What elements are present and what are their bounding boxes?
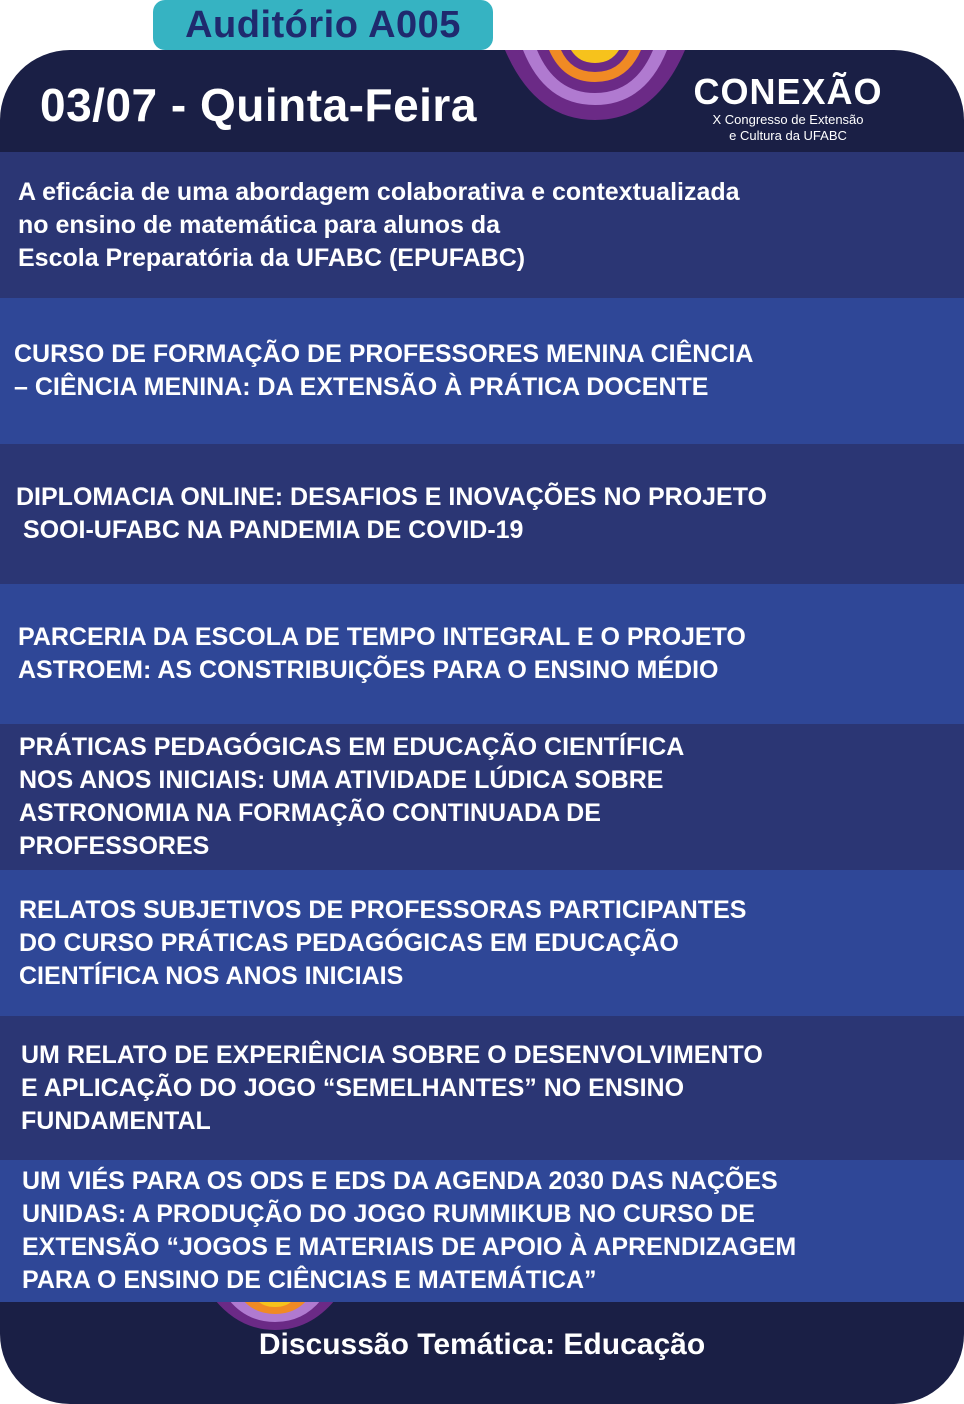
presentation-item [0, 1016, 964, 1160]
presentation-title-line: DIPLOMACIA ONLINE: DESAFIOS E INOVAÇÕES NO PROJETO [16, 483, 768, 511]
logo-name: CONEXÃO [693, 71, 883, 112]
presentation-item [0, 298, 964, 444]
presentation-title-line: PARA O ENSINO DE CIÊNCIAS E MATEMÁTICA” [22, 1266, 597, 1294]
presentation-title-line: DO CURSO PRÁTICAS PEDAGÓGICAS EM EDUCAÇÃO [19, 928, 679, 957]
presentation-title-line: SOOI-UFABC NA PANDEMIA DE COVID-19 [16, 516, 524, 544]
presentation-title-line: FUNDAMENTAL [21, 1106, 211, 1135]
presentation-title-line: EXTENSÃO “JOGOS E MATERIAIS DE APOIO À APRENDIZAGEM [22, 1233, 797, 1261]
conexao-logo [688, 72, 888, 144]
thematic-discussion-label: Discussão Temática: Educação [258, 1328, 706, 1361]
presentation-item [0, 870, 964, 1016]
decorative-arcs-bottom-icon [215, 1300, 335, 1330]
presentation-title-line: CIENTÍFICA NOS ANOS INICIAIS [19, 961, 404, 990]
presentation-title-line: – CIÊNCIA MENINA: DA EXTENSÃO À PRÁTICA DOCENTE [14, 373, 709, 401]
presentation-title-line: PROFESSORES [19, 832, 210, 860]
presentation-item [0, 724, 964, 870]
presentation-item [0, 152, 964, 298]
presentation-title-line: no ensino de matemática para alunos da [18, 210, 501, 239]
room-label-tab [153, 0, 493, 50]
presentation-title-line: A eficácia de uma abordagem colaborativa e contextualizada [18, 177, 740, 206]
presentation-item [0, 1160, 964, 1302]
presentation-title-line: ASTROEM: AS CONSTRIBUIÇÕES PARA O ENSINO MÉDIO [18, 656, 719, 684]
logo-subtitle-line-2: e Cultura da UFABC [729, 128, 847, 143]
presentation-item [0, 584, 964, 724]
presentation-title-line: CURSO DE FORMAÇÃO DE PROFESSORES MENINA CIÊNCIA [14, 340, 754, 368]
presentation-title-line: UM VIÉS PARA OS ODS E EDS DA AGENDA 2030 DAS NAÇÕES [22, 1167, 778, 1195]
presentation-title-line: NOS ANOS INICIAIS: UMA ATIVIDADE LÚDICA SOBRE [19, 766, 664, 794]
presentation-title-line: RELATOS SUBJETIVOS DE PROFESSORAS PARTICIPANTES [19, 895, 747, 924]
decorative-arcs-top-icon [505, 50, 685, 122]
logo-subtitle-line-1: X Congresso de Extensão [712, 112, 864, 127]
presentation-item [0, 444, 964, 584]
session-date-title: 03/07 - Quinta-Feira [40, 79, 477, 131]
presentation-title-line: PARCERIA DA ESCOLA DE TEMPO INTEGRAL E O PROJETO [18, 623, 746, 651]
presentation-title-line: E APLICAÇÃO DO JOGO “SEMELHANTES” NO ENSINO [21, 1073, 685, 1102]
presentation-title-line: UM RELATO DE EXPERIÊNCIA SOBRE O DESENVOLVIMENTO [21, 1040, 763, 1069]
room-name: Auditório A005 [185, 4, 461, 46]
presentation-title-line: UNIDAS: A PRODUÇÃO DO JOGO RUMMIKUB NO CURSO DE [22, 1200, 755, 1228]
presentation-title-line: PRÁTICAS PEDAGÓGICAS EM EDUCAÇÃO CIENTÍFICA [19, 733, 685, 761]
presentation-title-line: ASTRONOMIA NA FORMAÇÃO CONTINUADA DE [19, 799, 601, 827]
presentation-title-line: Escola Preparatória da UFABC (EPUFABC) [18, 243, 526, 272]
